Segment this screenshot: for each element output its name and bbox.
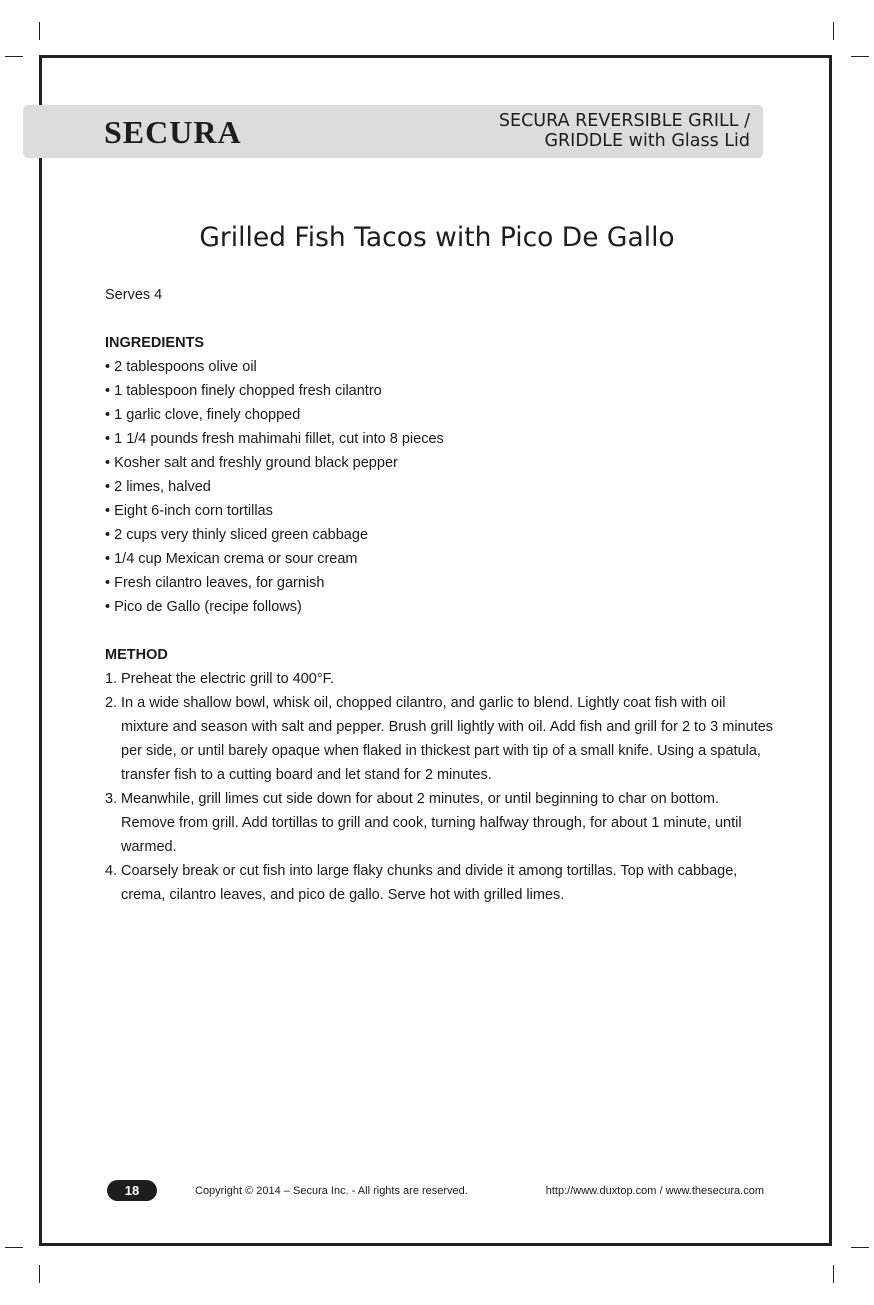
serves-text: Serves 4 bbox=[105, 287, 163, 303]
method-heading: METHOD bbox=[105, 647, 168, 663]
ingredient-item: • 2 cups very thinly sliced green cabbage bbox=[105, 527, 369, 543]
method-step-text: Coarsely break or cut fish into large flaky chunks and divide it among tortillas. Top with cabbage, crema, cilantro leaves, and pico de gallo. Serve hot with grilled limes. bbox=[121, 863, 738, 903]
ingredient-item: • Pico de Gallo (recipe follows) bbox=[105, 599, 302, 615]
method-step bbox=[105, 787, 775, 859]
ingredient-item: • 1 tablespoon finely chopped fresh cilantro bbox=[105, 383, 382, 399]
crop-mark bbox=[39, 1265, 40, 1283]
ingredients-list bbox=[105, 355, 775, 619]
ingredient-item: • 1/4 cup Mexican crema or sour cream bbox=[105, 551, 358, 567]
product-title bbox=[499, 111, 750, 151]
method-step bbox=[105, 691, 775, 787]
crop-mark bbox=[39, 22, 40, 40]
crop-mark bbox=[833, 22, 834, 40]
method-step-text: Meanwhile, grill limes cut side down for about 2 minutes, or until beginning to char on bottom. Remove from grill. Add tortillas to grill and cook, turning halfway through, for about 1 minute, until warmed. bbox=[121, 791, 742, 855]
ingredient-item: • 2 tablespoons olive oil bbox=[105, 359, 257, 375]
ingredient-item: • 1 garlic clove, finely chopped bbox=[105, 407, 301, 423]
method-step-number: 3. bbox=[105, 791, 118, 807]
recipe-body bbox=[105, 283, 775, 907]
crop-mark bbox=[851, 1247, 869, 1248]
method-list bbox=[105, 667, 775, 907]
brand-logo: SECURA bbox=[104, 114, 242, 150]
method-step-number: 4. bbox=[105, 863, 118, 879]
method-step-number: 2. bbox=[105, 695, 118, 711]
website-links[interactable]: http://www.duxtop.com / www.thesecura.com bbox=[545, 1185, 764, 1197]
crop-mark bbox=[833, 1265, 834, 1283]
copyright-text: Copyright © 2014 – Secura Inc. - All rights are reserved. bbox=[195, 1185, 468, 1197]
ingredient-item: • Eight 6-inch corn tortillas bbox=[105, 503, 273, 519]
method-step-text: In a wide shallow bowl, whisk oil, chopped cilantro, and garlic to blend. Lightly coat fish with oil mixture and season with salt and pepper. Brush grill lightly with oil. Add fish and grill for 2 to 3 minutes per side, or until barely opaque when flaked in thickest part with tip of a small knife. Using a spatula, transfer fish to a cutting board and let stand for 2 minutes. bbox=[121, 695, 774, 783]
ingredient-item: • 1 1/4 pounds fresh mahimahi fillet, cut into 8 pieces bbox=[105, 431, 444, 447]
ingredient-item: • Kosher salt and freshly ground black pepper bbox=[105, 455, 398, 471]
product-title-line-2: GRIDDLE with Glass Lid bbox=[544, 131, 750, 151]
method-step bbox=[105, 859, 775, 907]
crop-mark bbox=[851, 56, 869, 57]
ingredients-heading: INGREDIENTS bbox=[105, 335, 205, 351]
method-step bbox=[105, 667, 775, 691]
page-number-badge: 18 bbox=[107, 1180, 157, 1201]
crop-mark bbox=[5, 1247, 23, 1248]
ingredient-item: • 2 limes, halved bbox=[105, 479, 211, 495]
product-title-line-1: SECURA REVERSIBLE GRILL / bbox=[498, 111, 750, 131]
recipe-title: Grilled Fish Tacos with Pico De Gallo bbox=[199, 222, 675, 253]
ingredient-item: • Fresh cilantro leaves, for garnish bbox=[105, 575, 325, 591]
crop-mark bbox=[5, 56, 23, 57]
method-step-text: Preheat the electric grill to 400°F. bbox=[121, 671, 334, 687]
method-step-number: 1. bbox=[105, 671, 118, 687]
